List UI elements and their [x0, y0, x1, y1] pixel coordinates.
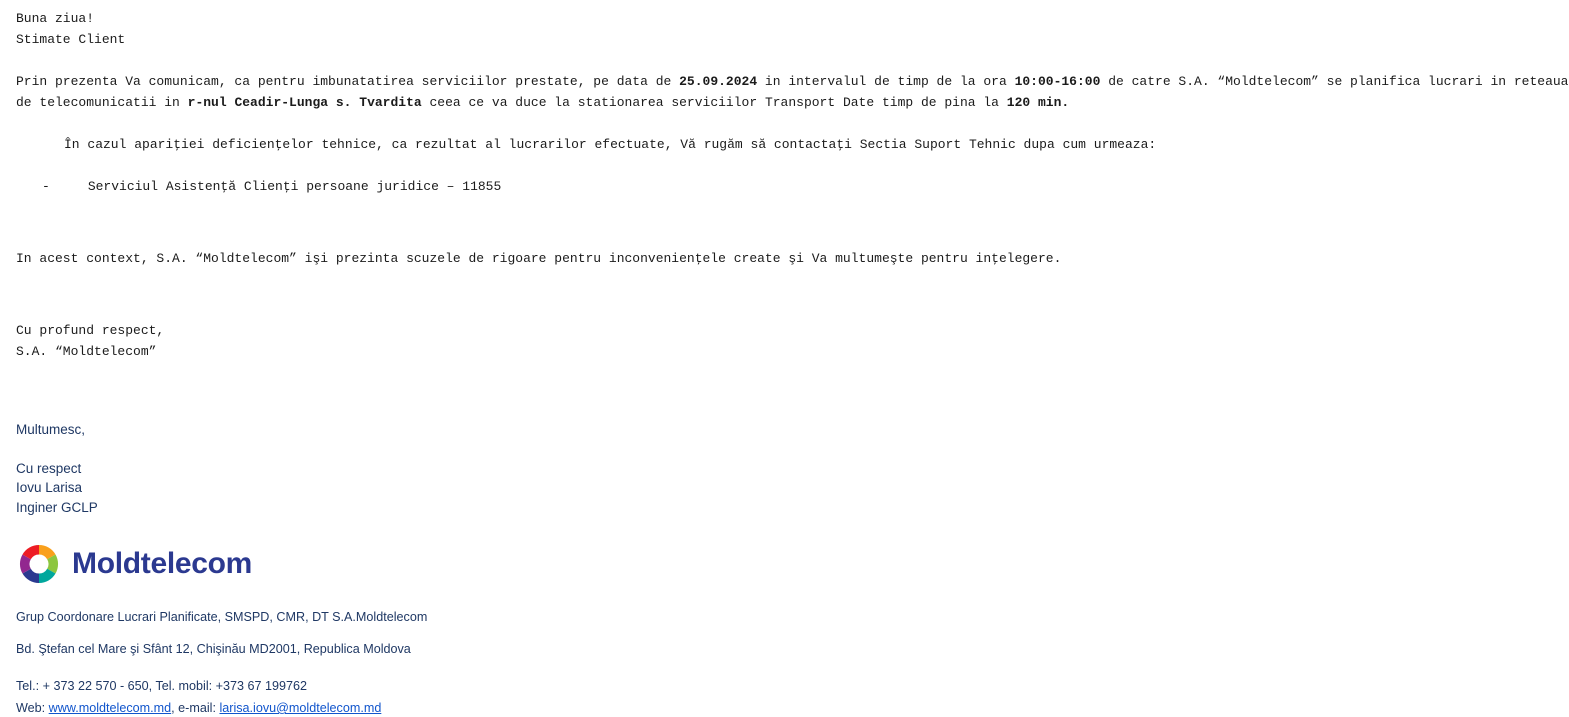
spacer	[16, 440, 1569, 459]
email-link[interactable]: larisa.iovu@moldtelecom.md	[219, 701, 382, 715]
signature-regards: Cu respect	[16, 460, 82, 476]
notice-paragraph-3: In acest context, S.A. “Moldtelecom” işi prezinta scuzele de rigoare pentru inconvenienţele create şi Va multumeşte pentru inţelegere.	[16, 251, 1062, 266]
footer-contacts	[16, 700, 1569, 717]
maintenance-location: r-nul Ceadir-Lunga s. Tvardita	[187, 95, 422, 110]
maintenance-time: 10:00-16:00	[1014, 74, 1101, 89]
support-bullet-1-text: Serviciul Asistenţă Clienţi persoane juridice – 11855	[87, 179, 502, 194]
closing-line-2: S.A. “Moldtelecom”	[16, 344, 157, 359]
closing-line-1: Cu profund respect,	[16, 323, 165, 338]
para1-text-c: de catre S.A. “Moldtelecom” se planifica lucrari in reteaua de telecomunicatii in	[16, 74, 1569, 110]
signature-role: Inginer GCLP	[16, 499, 98, 515]
footer-web-label: Web:	[16, 701, 49, 715]
maintenance-date: 25.09.2024	[679, 74, 758, 89]
signature-name: Iovu Larisa	[16, 480, 83, 495]
para1-text-d: ceea ce va duce la stationarea serviciilor Transport Date timp de pina la	[421, 95, 1007, 110]
para1-text-b: in intervalul de timp de la ora	[757, 74, 1015, 89]
notice-paragraph-2: În cazul apariţiei deficienţelor tehnice, ca rezultat al lucrarilor efectuate, Vă rugăm să contactaţi Sectia Suport Tehnic dupa cum urmeaza:	[64, 137, 1157, 152]
signature-thanks: Multumesc,	[16, 422, 86, 437]
brand-name: Moldtelecom	[72, 547, 253, 580]
maintenance-duration: 120 min.	[1006, 95, 1070, 110]
spacer	[16, 658, 1569, 678]
signature-block	[0, 420, 1569, 517]
bullet-dash: -	[42, 179, 50, 194]
footer-department: Grup Coordonare Lucrari Planificate, SMSPD, CMR, DT S.A.Moldtelecom	[16, 610, 428, 624]
spacer	[16, 113, 1569, 134]
brand-logo	[0, 541, 1569, 587]
para1-text-a: Prin prezenta Va comunicam, ca pentru imbunatatirea serviciilor prestate, pe data de	[16, 74, 680, 89]
support-bullet-1	[16, 176, 1569, 197]
spacer	[16, 197, 1569, 227]
footer-phones: Tel.: + 373 22 570 - 650, Tel. mobil: +373 67 199762	[16, 679, 308, 693]
spacer	[16, 50, 1569, 71]
footer-email-label: , e-mail:	[171, 701, 220, 715]
spacer	[16, 626, 1569, 641]
greeting-line-2: Stimate Client	[16, 32, 126, 47]
notice-paragraph-1	[16, 71, 1569, 113]
footer-address: Bd. Ştefan cel Mare şi Sfânt 12, Chişinău MD2001, Republica Moldova	[16, 642, 411, 656]
moldtelecom-logo-icon	[16, 541, 62, 587]
greeting-line-1: Buna ziua!	[16, 11, 95, 26]
website-link[interactable]: www.moldtelecom.md	[48, 701, 172, 715]
footer-block	[0, 609, 1569, 717]
spacer	[16, 155, 1569, 176]
spacer	[16, 269, 1569, 299]
spacer	[16, 299, 1569, 320]
spacer	[16, 227, 1569, 248]
